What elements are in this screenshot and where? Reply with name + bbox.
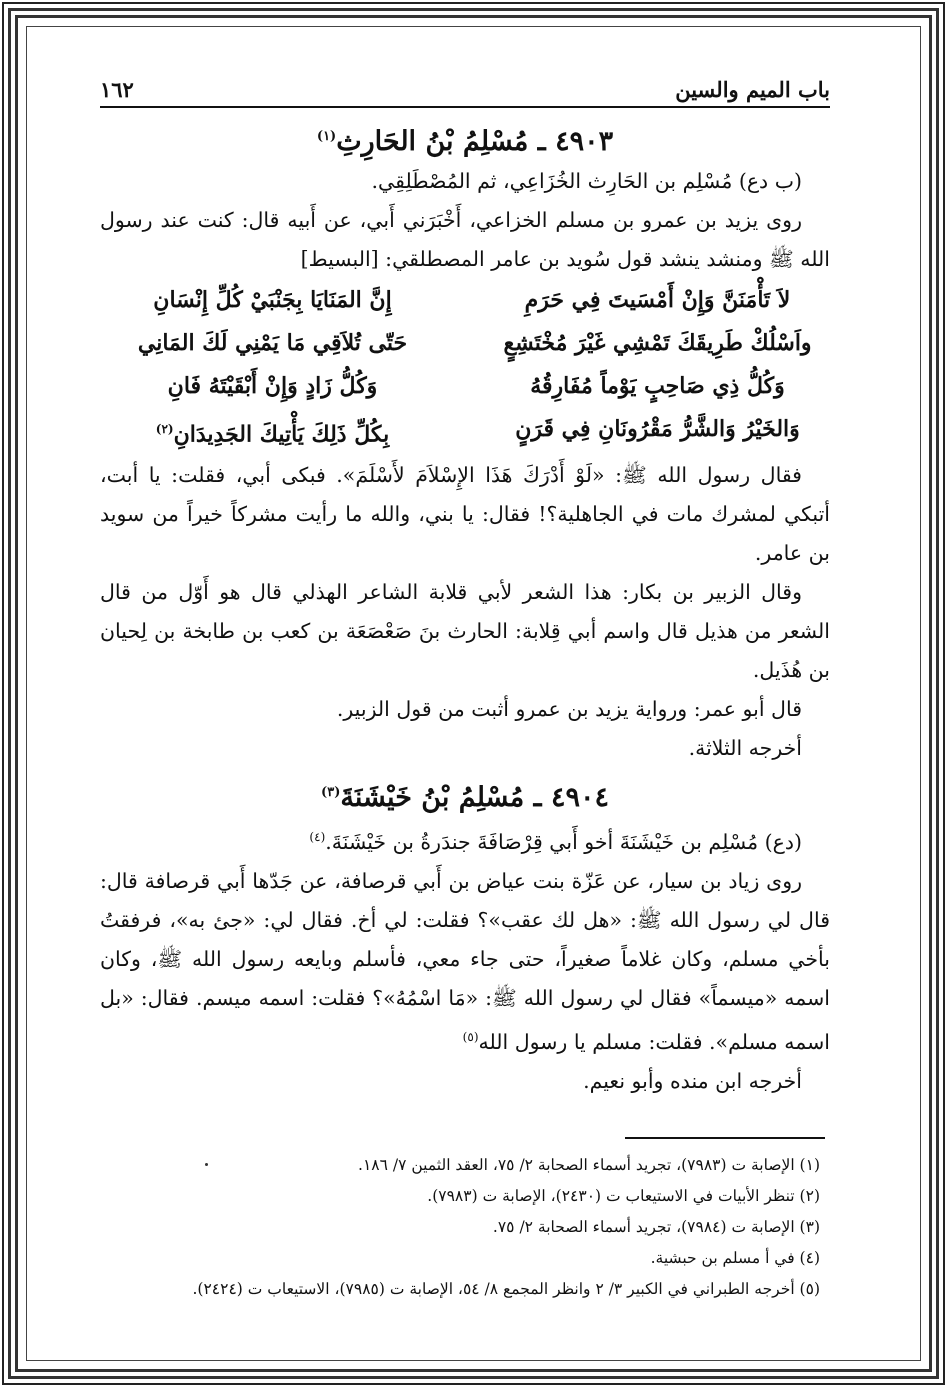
verse-hemistich-left: حَتّى تُلاَقِي مَا يَمْنِي لَكَ المَانِي xyxy=(137,330,408,356)
entry-paragraph: أخرجه الثلاثة. xyxy=(688,736,802,761)
footnote-marker: (٢) xyxy=(155,422,174,436)
entry-paragraph: روى زياد بن سيار، عن عَزّة بنت عياض بن أَبي قرصافة، عن جَدّها أَبي قرصافة قال: قال لي رسول الله ﷺ: «هل لك عقب»؟ فقلت: لي أخ. فقال لي: «جئ به»، فرفقتُ بأخي مسلم، وكان غلاماً صغيراً، حتى جاء معي، فأسلم وبايعه رسول الله ﷺ، وكان اسمه «ميسماً» فقال لي رسول الله ﷺ: «مَا اسْمُهُ»؟ فقلت: اسمه ميسم. فقال: «بل اسمه مسلم». فقلت: مسلم يا رسول الله$^{(٥)}$ xyxy=(100,869,830,1054)
entry-paragraph: روى يزيد بن عمرو بن مسلم الخزاعي، أَخْبَرَني أَبي، عن أَبيه قال: كنت عند رسول الله ﷺ ومنشد ينشد قول سُويد بن عامر المصطلقي: [البسيط] xyxy=(100,208,830,271)
verse-hemistich-left: بِكُلِّ ذَلِكَ يَأْتِيكَ الجَدِيدَانِ$^{(٢)}$ xyxy=(155,421,390,448)
verse-hemistich-right: واَسْلُكْ طَرِيقَكَ تَمْشِي غَيْرَ مُخْتَشِعٍ xyxy=(503,330,812,356)
entry-paragraph: وقال الزبير بن بكار: هذا الشعر لأبي قلابة الشاعر الهذلي قال هو أَوّل من قال الشعر من هذيل قال واسم أبي قِلابة: الحارث بنَ صَعْصَعَة بن كعب بن طابخة بن لِحيان بن هُذَيل. xyxy=(100,580,830,683)
verse-hemistich-right: وَكُلُّ ذِي صَاحِبٍ يَوْماً مُفَارِقُهُ xyxy=(530,373,785,399)
entry-heading-4903: ٤٩٠٣ ـ مُسْلِمُ بْنُ الحَارِثِ$^{(١)}$ xyxy=(316,126,614,157)
entry-paragraph: أخرجه ابن منده وأبو نعيم. xyxy=(583,1068,802,1093)
running-header xyxy=(100,68,830,102)
entry-heading-4904: ٤٩٠٤ ـ مُسْلِمُ بْنُ خَيْشَنَةَ$^{(٣)}$ xyxy=(321,782,609,814)
footnote-2: (٢) تنظر الأبيات في الاستيعاب ت (٢٤٣٠)، الإصابة ت (٧٩٨٣). xyxy=(427,1187,820,1205)
footnote-marker: (١) xyxy=(316,129,337,144)
footnote-marker: (٣) xyxy=(321,785,341,801)
footnote-5: (٥) أخرجه الطبراني في الكبير ٣/ ٢ وانظر المجمع ٨/ ٥٤، الإصابة ت (٧٩٨٥)، الاستيعاب ت (٢٤٢٤). xyxy=(192,1280,820,1298)
entry-paragraph: فقال رسول الله ﷺ: «لَوْ أَدْرَكَ هَذَا الإِسْلاَمَ لأَسْلَمَ». فبكى أبي، فقلت: يا أبت، أتبكي لمشرك مات في الجاهلية؟! فقال: يا بني، والله ما رأيت مشركاً خيراً من سويد بن عامر. xyxy=(100,463,830,566)
footnote-1: (١) الإصابة ت (٧٩٨٣)، تجريد أسماء الصحابة ٢/ ٧٥، العقد الثمين ٧/ ١٨٦. xyxy=(358,1156,820,1174)
footnote-marker: (٥) xyxy=(462,1030,479,1045)
verse-hemistich-right: وَالخَيْرُ وَالشَّرُّ مَقْرُونَانِ فِي قَرَنٍ xyxy=(515,416,800,442)
poem-verses xyxy=(100,279,830,456)
verse-hemistich-left: وَكُلُّ زَادٍ وَإِنْ أَبْقَيْتَهُ فَانِ xyxy=(167,373,378,399)
chapter-title: باب الميم والسين xyxy=(675,77,830,102)
footnotes xyxy=(100,1150,820,1305)
footnote-4: (٤) في أ مسلم بن حبشية. xyxy=(650,1249,820,1267)
footnote-3: (٣) الإصابة ت (٧٩٨٤)، تجريد أسماء الصحابة ٢/ ٧٥. xyxy=(492,1218,820,1236)
entry-paragraph: قال أبو عمر: ورواية يزيد بن عمرو أثبت من قول الزبير. xyxy=(336,697,802,722)
footnote-separator xyxy=(625,1137,825,1139)
header-rule xyxy=(100,106,830,108)
page-body xyxy=(100,68,830,1101)
entry-intro-line: (ب دع) مُسْلِم بن الحَارِث الخُزَاعِي، ثم المُصْطَلِقِي. xyxy=(371,169,802,193)
footnote-marker: (٤) xyxy=(309,830,326,845)
verse-hemistich-left: إِنَّ المَنَايَا بِجَنْبَيْ كُلِّ إِنْسَانِ xyxy=(153,287,392,313)
entry-intro-line: (دع) مُسْلِم بن خَيْشَنَةَ أخو أَبي قِرْصَافَةَ جندَرةُ بن خَيْشَنَةَ.$^{(٤)}$ xyxy=(309,830,802,855)
page-number: ١٦٢ xyxy=(100,77,134,102)
verse-hemistich-right: لاَ تَأْمَنَنَّ وَإِنْ أَمْسَيتَ فِي حَرَمِ xyxy=(524,287,791,313)
